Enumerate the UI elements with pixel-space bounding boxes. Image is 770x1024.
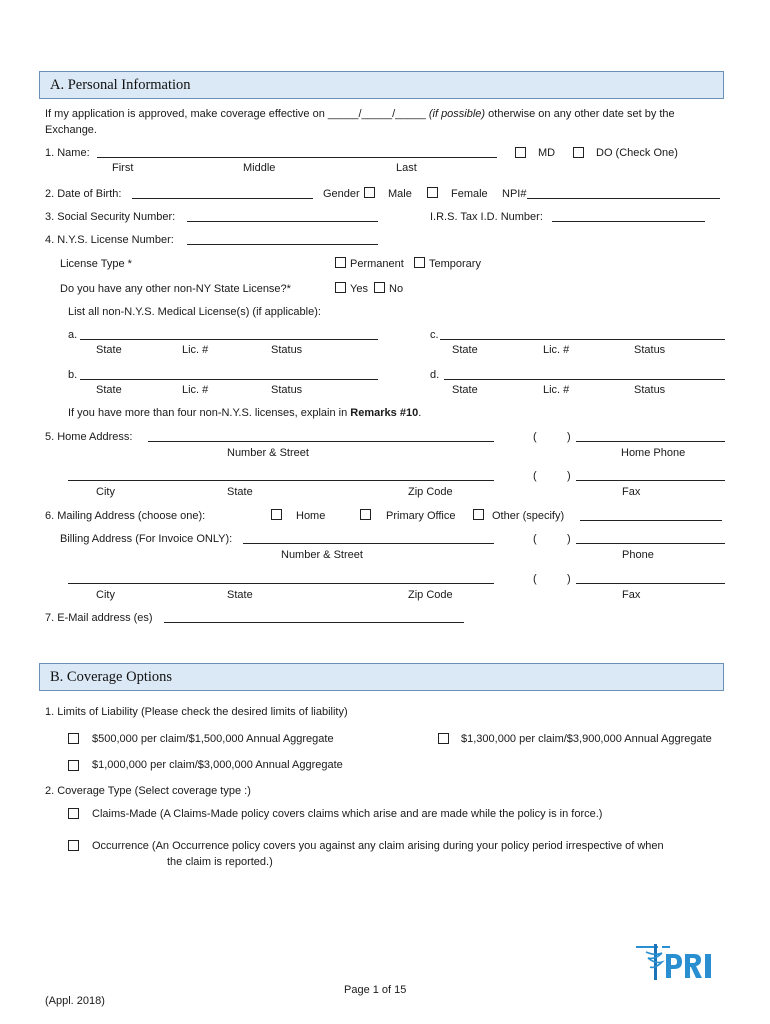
effective-date-line2: Exchange. — [45, 124, 97, 136]
claims-made-label: Claims-Made (A Claims-Made policy covers claims which arise and are made while the policy is in force.) — [92, 808, 603, 820]
license-c-lic-caption: Lic. # — [543, 344, 570, 356]
limit-1300-checkbox[interactable] — [438, 733, 449, 744]
effective-date-text — [45, 108, 675, 121]
more-licenses-pre: If you have more than four non-N.Y.S. licenses, explain in — [68, 407, 348, 419]
billing-phone-paren-open: ( — [533, 533, 537, 545]
billing-fax-field[interactable] — [576, 583, 725, 584]
mail-primary-checkbox[interactable] — [360, 509, 371, 520]
other-license-question: Do you have any other non-NY State License?* — [60, 283, 291, 295]
license-a-field[interactable] — [80, 339, 378, 340]
billing-fax-caption: Fax — [622, 589, 641, 601]
license-a-status-caption: Status — [271, 344, 303, 356]
license-d-state-caption: State — [452, 384, 478, 396]
home-fax-field[interactable] — [576, 480, 725, 481]
other-license-yes-label: Yes — [350, 283, 368, 295]
billing-fax-paren-close: ) — [567, 573, 571, 585]
mail-other-field[interactable] — [580, 520, 722, 521]
home-city-field[interactable] — [68, 480, 494, 481]
name-first-caption: First — [112, 162, 134, 174]
section-b-header: B. Coverage Options — [39, 663, 724, 691]
billing-street-caption: Number & Street — [281, 549, 363, 561]
mail-primary-label: Primary Office — [386, 510, 456, 522]
female-label: Female — [451, 188, 488, 200]
remarks-reference: Remarks #10 — [350, 407, 419, 419]
permanent-label: Permanent — [350, 258, 404, 270]
home-city-caption: City — [96, 486, 115, 498]
ssn-field[interactable] — [187, 221, 378, 222]
license-b-status-caption: Status — [271, 384, 303, 396]
appl-year: (Appl. 2018) — [45, 995, 105, 1007]
effective-date-pre: If my application is approved, make coverage effective on _____/_____/_____ — [45, 108, 426, 120]
home-zip-caption: Zip Code — [408, 486, 453, 498]
license-a-state-caption: State — [96, 344, 122, 356]
npi-label: NPI# — [502, 188, 527, 200]
home-address-label: 5. Home Address: — [45, 431, 133, 443]
home-phone-caption: Home Phone — [621, 447, 686, 459]
more-licenses-note — [68, 407, 421, 420]
license-c-state-caption: State — [452, 344, 478, 356]
do-label: DO (Check One) — [596, 147, 678, 159]
home-fax-caption: Fax — [622, 486, 641, 498]
limit-500-label: $500,000 per claim/$1,500,000 Annual Aggregate — [92, 733, 334, 745]
license-d-label: d. — [430, 369, 440, 381]
home-street-caption: Number & Street — [227, 447, 309, 459]
license-d-status-caption: Status — [634, 384, 666, 396]
section-a-header: A. Personal Information — [39, 71, 724, 99]
temporary-label: Temporary — [429, 258, 481, 270]
email-field[interactable] — [164, 622, 464, 623]
billing-street-field[interactable] — [243, 543, 494, 544]
limit-1000-checkbox[interactable] — [68, 760, 79, 771]
license-b-label: b. — [68, 369, 78, 381]
billing-phone-paren-close: ) — [567, 533, 571, 545]
do-checkbox[interactable] — [573, 147, 584, 158]
billing-zip-caption: Zip Code — [408, 589, 453, 601]
license-c-label: c. — [430, 329, 439, 341]
home-phone-paren-open: ( — [533, 431, 537, 443]
irs-field[interactable] — [552, 221, 705, 222]
name-label: 1. Name: — [45, 147, 90, 159]
license-number-field[interactable] — [187, 244, 378, 245]
license-b-field[interactable] — [80, 379, 378, 380]
page-number: Page 1 of 15 — [344, 984, 407, 996]
billing-fax-paren-open: ( — [533, 573, 537, 585]
license-c-status-caption: Status — [634, 344, 666, 356]
home-phone-field[interactable] — [576, 441, 725, 442]
md-checkbox[interactable] — [515, 147, 526, 158]
list-licenses-label: List all non-N.Y.S. Medical License(s) (if applicable): — [68, 306, 321, 318]
billing-label: Billing Address (For Invoice ONLY): — [60, 533, 233, 545]
mail-other-checkbox[interactable] — [473, 509, 484, 520]
coverage-type-label: 2. Coverage Type (Select coverage type :) — [45, 785, 251, 797]
gender-label: Gender — [323, 188, 360, 200]
name-field[interactable] — [97, 157, 497, 158]
effective-date-italic: (if possible) — [428, 108, 486, 120]
name-last-caption: Last — [396, 162, 417, 174]
license-number-label: 4. N.Y.S. License Number: — [45, 234, 174, 246]
ssn-label: 3. Social Security Number: — [45, 211, 176, 223]
license-c-field[interactable] — [440, 339, 725, 340]
billing-phone-caption: Phone — [622, 549, 654, 561]
dob-label: 2. Date of Birth: — [45, 188, 122, 200]
billing-city-field[interactable] — [68, 583, 494, 584]
license-d-field[interactable] — [444, 379, 725, 380]
limit-500-checkbox[interactable] — [68, 733, 79, 744]
caduceus-icon — [636, 942, 726, 982]
other-license-no-checkbox[interactable] — [374, 282, 385, 293]
billing-city-caption: City — [96, 589, 115, 601]
limit-1300-label: $1,300,000 per claim/$3,900,000 Annual Aggregate — [461, 733, 712, 745]
email-label: 7. E-Mail address (es) — [45, 612, 153, 624]
license-d-lic-caption: Lic. # — [543, 384, 570, 396]
home-state-caption: State — [227, 486, 253, 498]
npi-field[interactable] — [527, 198, 720, 199]
mail-home-checkbox[interactable] — [271, 509, 282, 520]
effective-date-post: otherwise on any other date set by the — [488, 108, 675, 120]
license-b-lic-caption: Lic. # — [182, 384, 209, 396]
limit-1000-label: $1,000,000 per claim/$3,000,000 Annual Aggregate — [92, 759, 343, 771]
pri-logo — [636, 942, 726, 982]
claims-made-checkbox[interactable] — [68, 808, 79, 819]
license-type-label: License Type * — [60, 258, 132, 270]
fax-paren-open: ( — [533, 470, 537, 482]
permanent-checkbox[interactable] — [335, 257, 346, 268]
dob-field[interactable] — [132, 198, 313, 199]
occurrence-label: Occurrence (An Occurrence policy covers you against any claim arising during your policy period irrespective of when — [92, 840, 664, 852]
billing-state-caption: State — [227, 589, 253, 601]
irs-label: I.R.S. Tax I.D. Number: — [430, 211, 543, 223]
license-a-lic-caption: Lic. # — [182, 344, 209, 356]
female-checkbox[interactable] — [427, 187, 438, 198]
male-label: Male — [388, 188, 412, 200]
mail-home-label: Home — [296, 510, 326, 522]
occurrence-label-line2: the claim is reported.) — [167, 856, 273, 868]
gender-checkbox[interactable] — [364, 187, 375, 198]
other-license-no-label: No — [389, 283, 404, 295]
mail-other-label: Other (specify) — [492, 510, 565, 522]
temporary-checkbox[interactable] — [414, 257, 425, 268]
more-licenses-post: . — [418, 407, 422, 419]
name-middle-caption: Middle — [243, 162, 276, 174]
license-b-state-caption: State — [96, 384, 122, 396]
home-street-field[interactable] — [148, 441, 494, 442]
other-license-yes-checkbox[interactable] — [335, 282, 346, 293]
limits-label: 1. Limits of Liability (Please check the desired limits of liability) — [45, 706, 348, 718]
license-a-label: a. — [68, 329, 78, 341]
md-label: MD — [538, 147, 556, 159]
billing-phone-field[interactable] — [576, 543, 725, 544]
mailing-label: 6. Mailing Address (choose one): — [45, 510, 206, 522]
home-phone-paren-close: ) — [567, 431, 571, 443]
fax-paren-close: ) — [567, 470, 571, 482]
occurrence-checkbox[interactable] — [68, 840, 79, 851]
